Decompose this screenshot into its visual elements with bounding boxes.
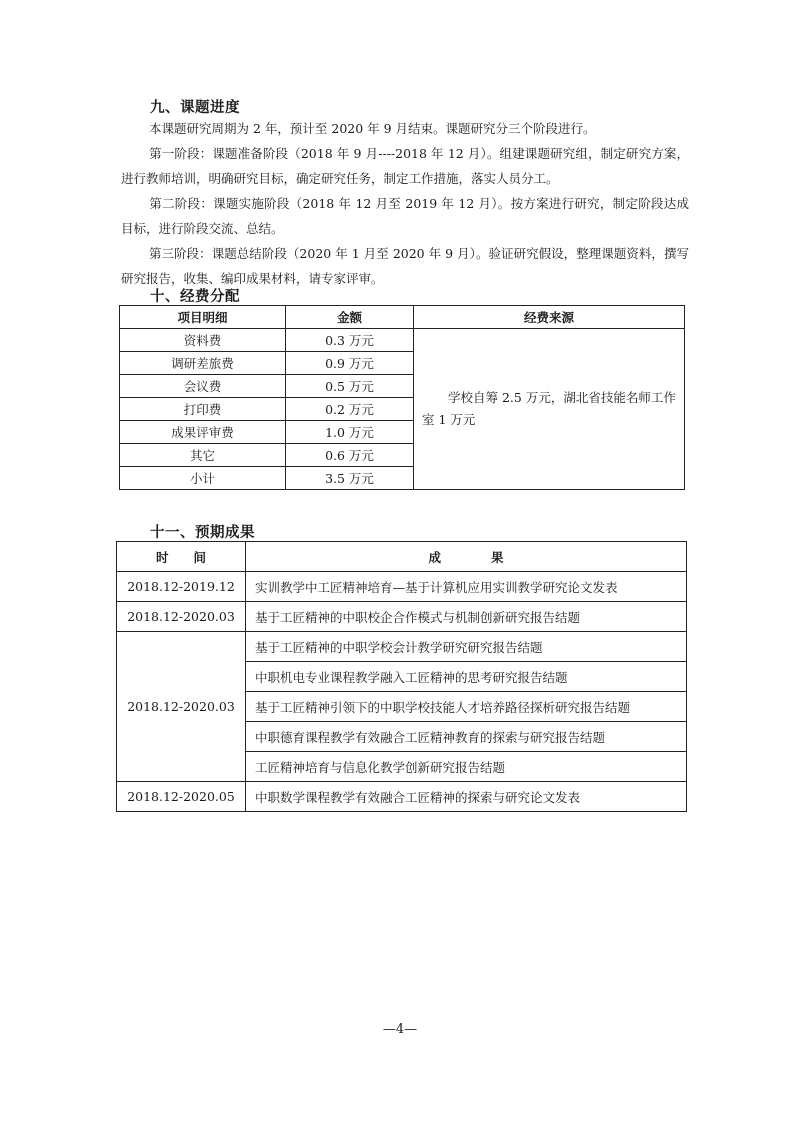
section-9-phase-1	[121, 141, 689, 191]
budget-amount: 0.5 万元	[286, 375, 414, 398]
header-amount: 金额	[286, 306, 414, 329]
table-row	[117, 572, 687, 602]
budget-amount: 1.0 万元	[286, 421, 414, 444]
paragraph-text: 第二阶段：课题实施阶段（2018 年 12 月至 2019 年 12 月）。按方案进行研究，制定阶段达成目标，进行阶段交流、总结。	[121, 196, 689, 236]
outcome-text: 中职机电专业课程教学融入工匠精神的思考研究报告结题	[246, 662, 687, 692]
section-11-title: 十一、预期成果	[150, 525, 255, 541]
table-header-row	[117, 542, 687, 572]
table-row	[117, 632, 687, 662]
budget-amount: 0.9 万元	[286, 352, 414, 375]
outcome-table	[116, 541, 687, 812]
table-row	[117, 782, 687, 812]
paragraph-text: 第一阶段：课题准备阶段（2018 年 9 月----2018 年 12 月）。组建课题研究组，制定研究方案，进行教师培训，明确研究目标，确定研究任务，制定工作措施，落实人员分工。	[121, 146, 689, 186]
outcome-text: 基于工匠精神的中职学校会计教学研究研究报告结题	[246, 632, 687, 662]
section-9-title: 九、课题进度	[150, 100, 240, 116]
budget-amount: 0.6 万元	[286, 444, 414, 467]
page-number: —4—	[382, 1022, 418, 1037]
budget-item: 打印费	[120, 398, 286, 421]
paragraph-text: 第三阶段：课题总结阶段（2020 年 1 月至 2020 年 9 月）。验证研究假设，整理课题资料，撰写研究报告，收集、编印成果材料，请专家评审。	[121, 246, 689, 286]
outcome-time: 2018.12-2020.03	[117, 632, 246, 782]
section-9-phase-3	[121, 241, 689, 291]
table-header-row	[120, 306, 685, 329]
outcome-text: 中职德育课程教学有效融合工匠精神教育的探索与研究报告结题	[246, 722, 687, 752]
budget-amount: 3.5 万元	[286, 467, 414, 490]
header-source: 经费来源	[414, 306, 685, 329]
outcome-time: 2018.12-2019.12	[117, 572, 246, 602]
paragraph-text: 本课题研究周期为 2 年，预计至 2020 年 9 月结束。课题研究分三个阶段进行。	[149, 121, 596, 136]
budget-item: 成果评审费	[120, 421, 286, 444]
funding-source	[414, 329, 685, 490]
budget-amount: 0.3 万元	[286, 329, 414, 352]
section-10-title: 十、经费分配	[150, 289, 240, 305]
budget-table	[119, 305, 685, 490]
outcome-time: 2018.12-2020.05	[117, 782, 246, 812]
header-outcome: 成 果	[246, 542, 687, 572]
budget-item: 资料费	[120, 329, 286, 352]
funding-source-text: 学校自筹 2.5 万元，湖北省技能名师工作室 1 万元	[422, 390, 676, 427]
budget-amount: 0.2 万元	[286, 398, 414, 421]
section-9-intro	[121, 116, 689, 141]
budget-item: 调研差旅费	[120, 352, 286, 375]
header-item: 项目明细	[120, 306, 286, 329]
budget-item: 会议费	[120, 375, 286, 398]
table-row	[117, 602, 687, 632]
budget-item: 其它	[120, 444, 286, 467]
outcome-text: 基于工匠精神引领下的中职学校技能人才培养路径探析研究报告结题	[246, 692, 687, 722]
header-time: 时 间	[117, 542, 246, 572]
outcome-text: 中职数学课程教学有效融合工匠精神的探索与研究论文发表	[246, 782, 687, 812]
outcome-text: 实训教学中工匠精神培育—基于计算机应用实训教学研究论文发表	[246, 572, 687, 602]
table-row	[120, 329, 685, 352]
outcome-text: 基于工匠精神的中职校企合作模式与机制创新研究报告结题	[246, 602, 687, 632]
section-9-phase-2	[121, 191, 689, 241]
budget-item: 小计	[120, 467, 286, 490]
outcome-time: 2018.12-2020.03	[117, 602, 246, 632]
outcome-text: 工匠精神培育与信息化教学创新研究报告结题	[246, 752, 687, 782]
